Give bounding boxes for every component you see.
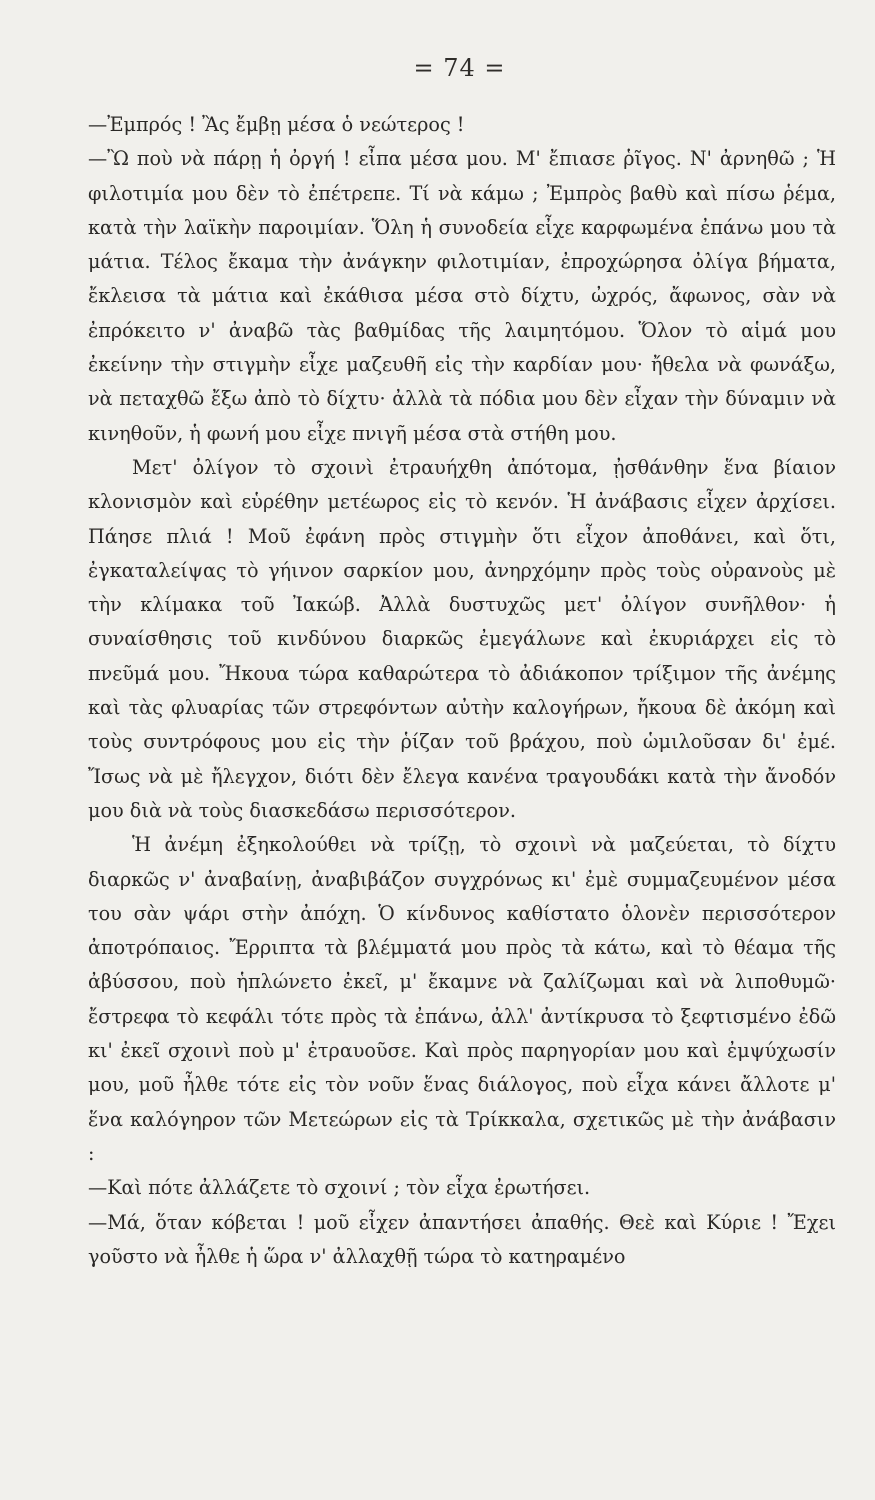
body-text bbox=[88, 108, 836, 1274]
paragraph: Ἡ ἀνέμη ἐξηκολούθει νὰ τρίζῃ, τὸ σχοινὶ νὰ μαζεύεται, τὸ δίχτυ διαρκῶς ν' ἀναβαίνῃ, ἀναβιβάζον συγχρόνως κι' ἐμὲ συμμαζευμένον μέσα του σὰν ψάρι στὴν ἀπόχη. Ὁ κίνδυνος καθίστατο ὁλονὲν περισσότερον ἀποτρόπαιος. Ἔρριπτα τὰ βλέμματά μου πρὸς τὰ κάτω, καὶ τὸ θέαμα τῆς ἀβύσσου, ποὺ ἡπλώνετο ἐκεῖ, μ' ἔκαμνε νὰ ζαλίζωμαι καὶ νὰ λιποθυμῶ· ἔστρεφα τὸ κεφάλι τότε πρὸς τὰ ἐπάνω, ἀλλ' ἀντίκρυσα τὸ ξεφτισμένο ἐδῶ κι' ἐκεῖ σχοινὶ ποὺ μ' ἐτραυοῦσε. Καὶ πρὸς παρηγορίαν μου καὶ ἐμψύχωσίν μου, μοῦ ἦλθε τότε εἰς τὸν νοῦν ἕνας διάλογος, ποὺ εἶχα κάνει ἄλλοτε μ' ἕνα καλόγηρον τῶν Μετεώρων εἰς τὰ Τρίκκαλα, σχετικῶς μὲ τὴν ἀνάβασιν : bbox=[88, 833, 836, 1165]
paragraph: —Καὶ πότε ἀλλάζετε τὸ σχοινί ; τὸν εἶχα ἐρωτήσει. bbox=[88, 1176, 591, 1200]
page-number: = 74 = bbox=[413, 54, 506, 82]
paragraph: —Ὢ ποὺ νὰ πάρῃ ἡ ὀργή ! εἶπα μέσα μου. Μ' ἔπιασε ῥῖγος. Ν' ἀρνηθῶ ; Ἡ φιλοτιμία μου δὲν τὸ ἐπέτρεπε. Τί νὰ κάμω ; Ἐμπρὸς βαθὺ καὶ πίσω ῥέμα, κατὰ τὴν λαϊκὴν παροιμίαν. Ὅλη ἡ συνοδεία εἶχε καρφωμένα ἐπάνω μου τὰ μάτια. Τέλος ἔκαμα τὴν ἀνάγκην φιλοτιμίαν, ἐπροχώρησα ὀλίγα βήματα, ἔκλεισα τὰ μάτια καὶ ἐκάθισα μέσα στὸ δίχτυ, ὠχρός, ἄφωνος, σὰν νὰ ἐπρόκειτο ν' ἀναβῶ τὰς βαθμίδας τῆς λαιμητόμου. Ὅλον τὸ αἱμά μου ἐκείνην τὴν στιγμὴν εἶχε μαζευθῆ εἰς τὴν καρδίαν μου· ἤθελα νὰ φωνάξω, νὰ πεταχθῶ ἔξω ἀπὸ τὸ δίχτυ· ἀλλὰ τὰ πόδια μου δὲν εἶχαν τὴν δύναμιν νὰ κινηθοῦν, ἡ φωνή μου εἶχε πνιγῆ μέσα στὰ στήθη μου. bbox=[88, 147, 836, 445]
paragraph: —Ἐμπρός ! Ἂς ἔμβῃ μέσα ὁ νεώτερος ! bbox=[88, 113, 465, 136]
paragraph: —Μά, ὅταν κόβεται ! μοῦ εἶχεν ἀπαντήσει ἀπαθής. Θεὲ καὶ Κύριε ! Ἔχει γοῦστο νὰ ἦλθε ἡ ὥρα ν' ἀλλαχθῇ τώρα τὸ κατηραμένο bbox=[88, 1210, 836, 1268]
paragraph: Μετ' ὀλίγον τὸ σχοινὶ ἐτραυήχθη ἀπότομα, ᾐσθάνθην ἕνα βίαιον κλονισμὸν καὶ εὑρέθην μετέωρος εἰς τὸ κενόν. Ἡ ἀνάβασις εἶχεν ἀρχίσει. Πάησε πλιά ! Μοῦ ἐφάνη πρὸς στιγμὴν ὅτι εἶχον ἀποθάνει, καὶ ὅτι, ἐγκαταλείψας τὸ γήινον σαρκίον μου, ἀνηρχόμην πρὸς τοὺς οὐρανοὺς μὲ τὴν κλίμακα τοῦ Ἰακώβ. Ἀλλὰ δυστυχῶς μετ' ὀλίγον συνῆλθον· ἡ συναίσθησις τοῦ κινδύνου διαρκῶς ἐμεγάλωνε καὶ ἐκυριάρχει εἰς τὸ πνεῦμά μου. Ἤκουα τώρα καθαρώτερα τὸ ἀδιάκοπον τρίξιμον τῆς ἀνέμης καὶ τὰς φλυαρίας τῶν στρεφόντων αὐτὴν καλογήρων, ἤκουα δὲ ἀκόμη καὶ τοὺς συντρόφους μου εἰς τὴν ῥίζαν τοῦ βράχου, ποὺ ὡμιλοῦσαν δι' ἐμέ. Ἴσως νὰ μὲ ἤλεγχον, διότι δὲν ἔλεγα κανένα τραγουδάκι κατὰ τὴν ἄνοδόν μου διὰ νὰ τοὺς διασκεδάσω περισσότερον. bbox=[88, 455, 836, 822]
